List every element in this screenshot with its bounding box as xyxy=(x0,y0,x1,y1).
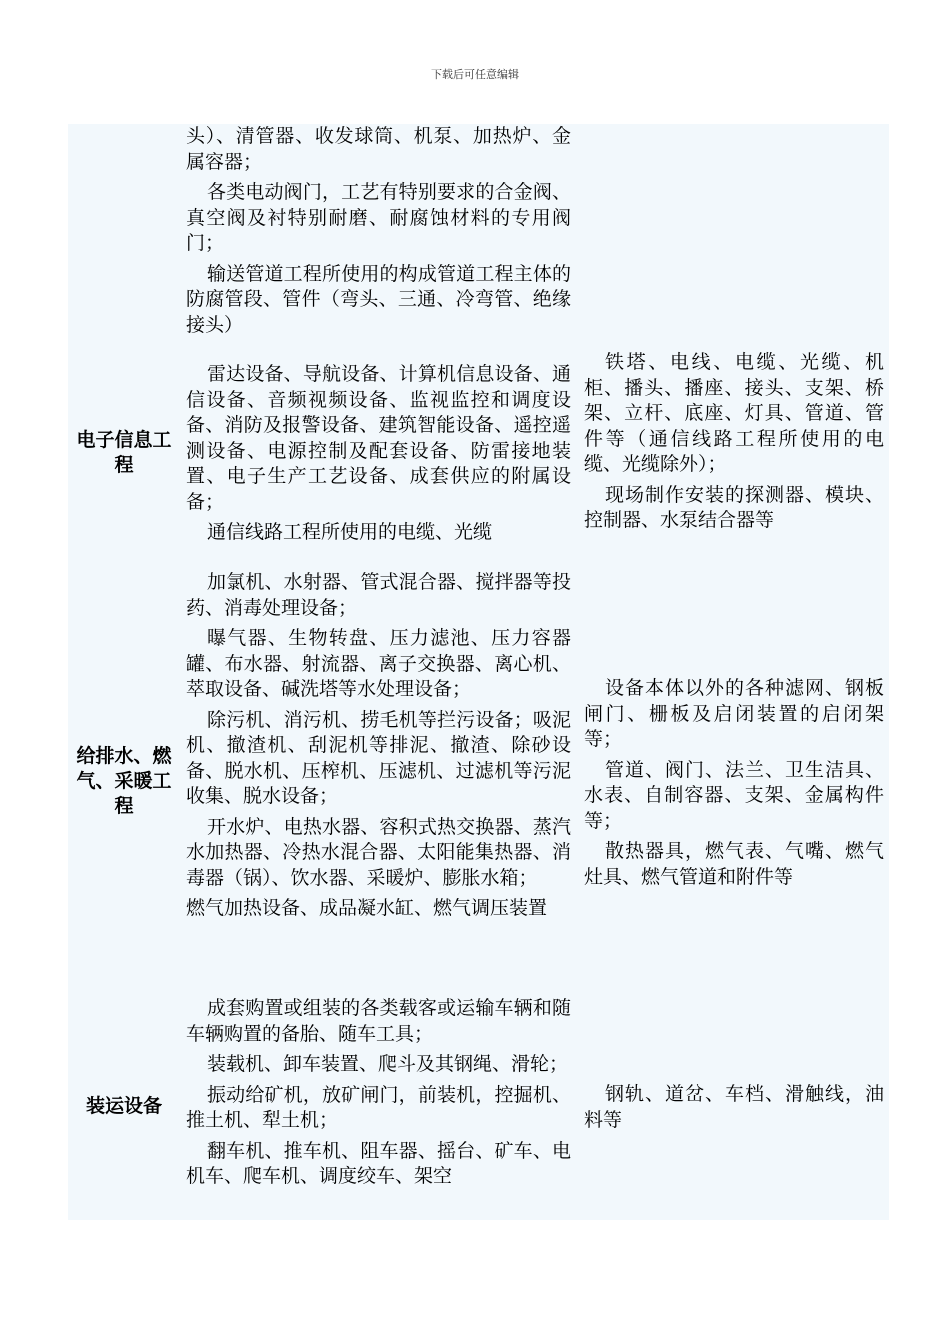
row1-para-2: 通信线路工程所使用的电缆、光缆 xyxy=(207,521,493,543)
row3-para-4: 翻车机、推车机、阻车器、摇台、矿车、电机车、爬车机、调度绞车、架空 xyxy=(186,1139,571,1187)
row2-para-2: 曝气器、生物转盘、压力滤池、压力容器罐、布水器、射流器、离子交换器、离心机、萃取设备、碱洗塔等水处理设备； xyxy=(186,627,571,700)
row2-para-4: 开水炉、电热水器、容积式热交换器、蒸汽水加热器、冷热水混合器、太阳能集热器、消毒器（锅）、饮水器、采暖炉、膨胀水箱； xyxy=(186,815,571,889)
category-electronic-info: 电子信息工程 xyxy=(76,429,172,476)
row2-material-1: 设备本体以外的各种滤网、钢板闸门、栅板及启闭装置的启闭架等； xyxy=(584,677,884,750)
category-transport-equipment: 装运设备 xyxy=(85,1095,162,1117)
row3-equipment-cell xyxy=(186,996,571,1195)
row2-material-2: 管道、阀门、法兰、卫生洁具、水表、自制容器、支架、金属构件等； xyxy=(584,758,884,832)
row0-para-3: 输送管道工程所使用的构成管道工程主体的防腐管段、管件（弯头、三通、冷弯管、绝缘接头） xyxy=(186,262,571,336)
row2-para-5: 燃气加热设备、成品凝水缸、燃气调压装置 xyxy=(186,897,548,919)
row1-material-2: 现场制作安装的探测器、模块、控制器、水泵结合器等 xyxy=(584,483,884,531)
page-header: 下载后可任意编辑 xyxy=(431,68,519,81)
row3-para-3: 振动给矿机，放矿闸门，前装机，控掘机、推土机、犁土机； xyxy=(186,1083,571,1131)
row1-material-cell xyxy=(584,350,884,539)
row2-material-3: 散热器具，燃气表、气嘴、燃气灶具、燃气管道和附件等 xyxy=(584,840,884,888)
row3-para-2: 装载机、卸车装置、爬斗及其钢绳、滑轮； xyxy=(207,1053,569,1075)
row1-para-1: 雷达设备、导航设备、计算机信息设备、通信设备、音频视频设备、监视监控和调度设备、消防及报警设备、建筑智能设备、遥控遥测设备、电源控制及配套设备、防雷接地装置、电子生产工艺设备、成套供应的附属设备； xyxy=(186,363,571,513)
row2-material-cell xyxy=(584,676,884,895)
category-water-gas-heating: 给排水、燃气、采暖工程 xyxy=(76,745,172,817)
row0-para-1: 头）、清管器、收发球筒、机泵、加热炉、金属容器； xyxy=(186,125,571,173)
row0-equipment-cell xyxy=(186,124,571,343)
equipment-material-table xyxy=(68,124,889,1220)
row3-para-1: 成套购置或组装的各类载客或运输车辆和随车辆购置的备胎、随车工具； xyxy=(186,997,571,1045)
row1-material-1: 铁塔、电线、电缆、光缆、机柜、播头、播座、接头、支架、桥架、立杆、底座、灯具、管道、管件等（通信线路工程所使用的电缆、光缆除外）； xyxy=(584,351,884,475)
row2-equipment-cell xyxy=(186,570,571,927)
row1-equipment-cell xyxy=(186,362,571,551)
row2-para-3: 除污机、消污机、捞毛机等拦污设备；吸泥机、撤渣机、刮泥机等排泥、撤渣、除砂设备、脱水机、压榨机、压滤机、过滤机等污泥收集、脱水设备； xyxy=(186,708,571,807)
row2-para-1: 加氯机、水射器、管式混合器、搅拌器等投药、消毒处理设备； xyxy=(186,571,571,619)
row3-material-1: 钢轨、道岔、车档、滑触线，油料等 xyxy=(584,1083,884,1131)
row0-para-2: 各类电动阀门，工艺有特别要求的合金阀、真空阀及衬特别耐磨、耐腐蚀材料的专用阀门； xyxy=(186,181,571,254)
row3-material-cell xyxy=(584,1082,884,1138)
